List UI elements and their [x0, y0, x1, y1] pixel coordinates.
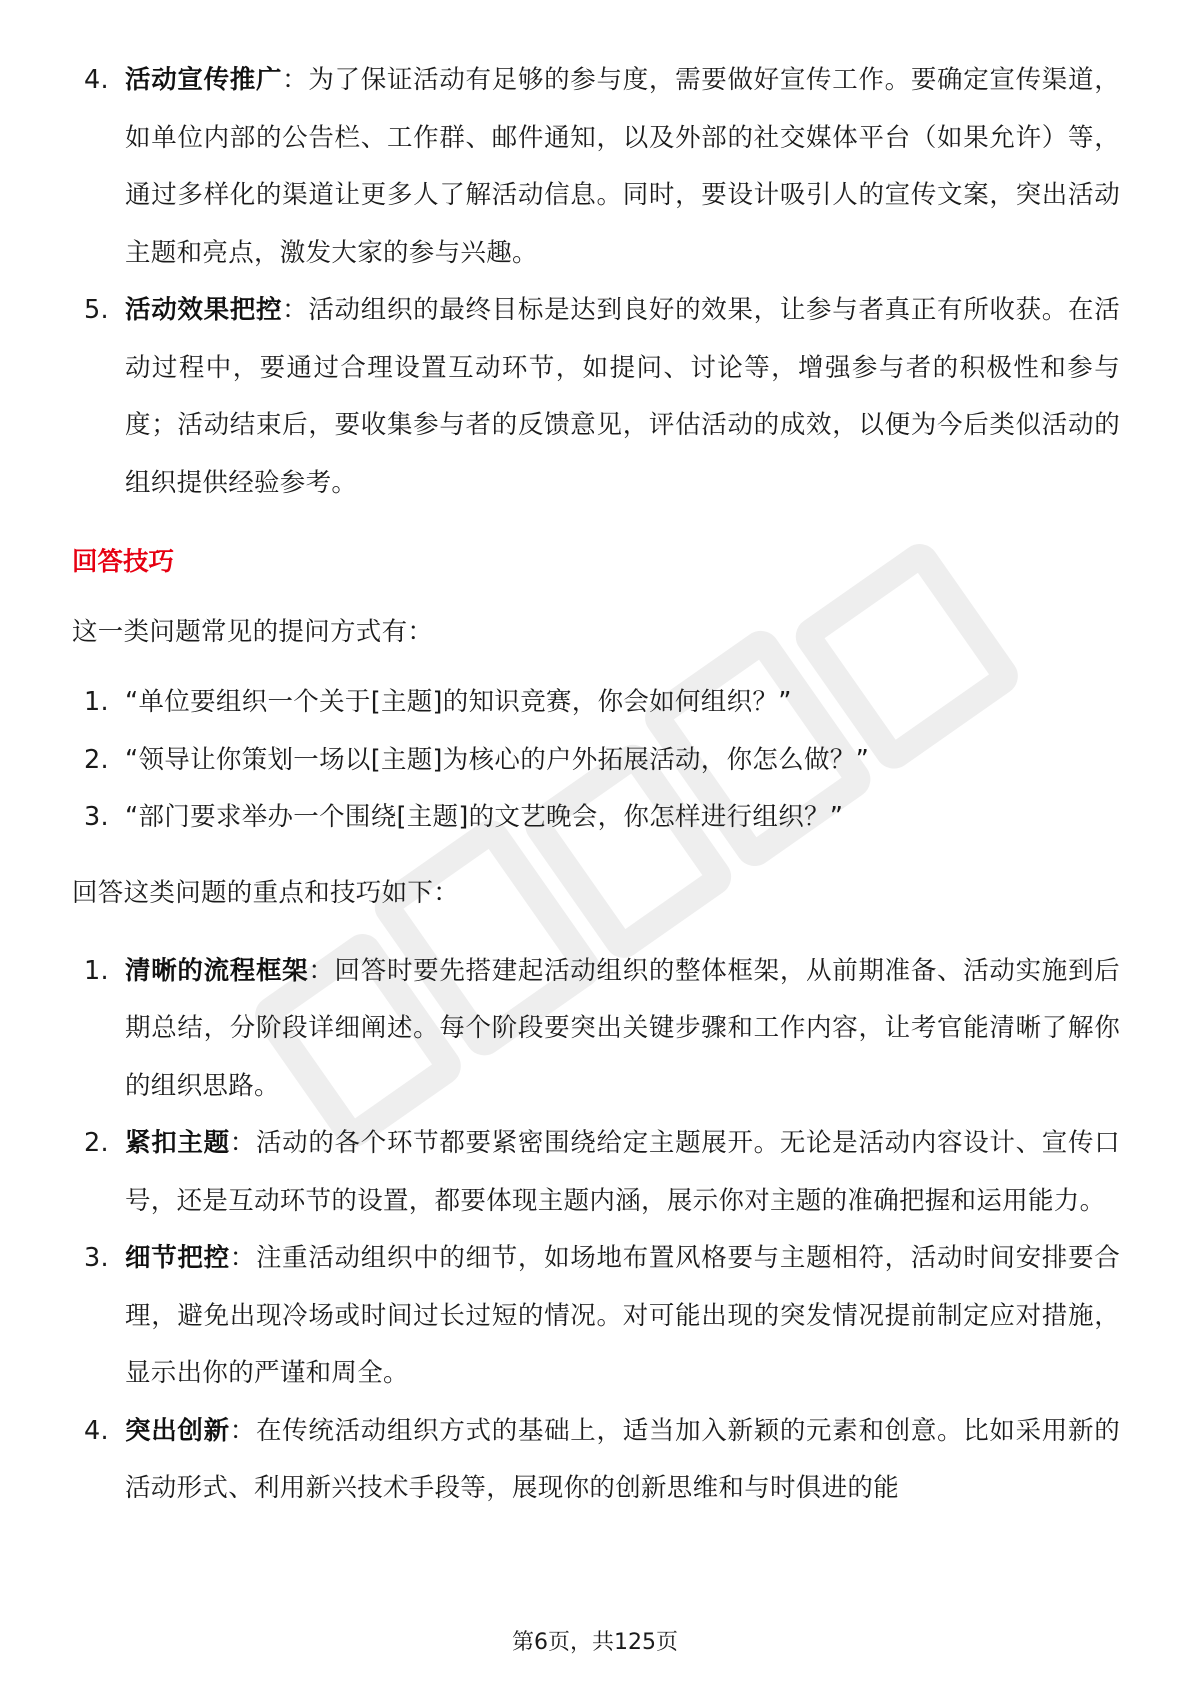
item-text: ：回答时要先搭建起活动组织的整体框架，从前期准备、活动实施到后期总结，分阶段详细阐述。每个阶段要突出关键步骤和工作内容，让考官能清晰了解你的组织思路。 — [125, 955, 1120, 1101]
points-list — [72, 943, 1120, 1518]
item-title: 活动效果把控 — [125, 295, 283, 325]
item-title: 清晰的流程框架 — [125, 955, 309, 986]
list-number: 2. — [84, 1128, 109, 1158]
question-list — [72, 674, 1120, 847]
item-title: 突出创新 — [125, 1415, 230, 1446]
list-number: 4. — [84, 1415, 109, 1446]
question-text: “单位要组织一个关于[主题]的知识竞赛，你会如何组织？” — [125, 687, 792, 717]
section-heading: 回答技巧 — [72, 547, 175, 577]
question-text: “部门要求举办一个围绕[主题]的文艺晚会，你怎样进行组织？” — [125, 802, 844, 832]
list-number: 3. — [84, 802, 109, 832]
item-text: ：活动组织的最终目标是达到良好的效果，让参与者真正有所收获。在活动过程中，要通过合理设置互动环节，如提问、讨论等，增强参与者的积极性和参与度；活动结束后，要收集参与者的反馈意见，评估活动的成效，以便为今后类似活动的组织提供经验参考。 — [125, 295, 1120, 498]
item-title: 紧扣主题 — [125, 1128, 230, 1158]
list-item — [72, 732, 1120, 790]
item-text: ：为了保证活动有足够的参与度，需要做好宣传工作。要确定宣传渠道，如单位内部的公告栏、工作群、邮件通知，以及外部的社交媒体平台（如果允许）等，通过多样化的渠道让更多人了解活动信息。同时，要设计吸引人的宣传文案，突出活动主题和亮点，激发大家的参与兴趣。 — [125, 65, 1120, 268]
document-content — [72, 52, 1120, 1518]
intro-paragraph: 这一类问题常见的提问方式有： — [72, 617, 434, 647]
list-number: 4. — [84, 65, 109, 95]
list-item — [72, 1230, 1120, 1403]
item-text: ：活动的各个环节都要紧密围绕给定主题展开。无论是活动内容设计、宣传口号，还是互动环节的设置，都要体现主题内涵，展示你对主题的准确把握和运用能力。 — [125, 1128, 1120, 1216]
list-item — [72, 1115, 1120, 1230]
list-item — [72, 1403, 1120, 1518]
list-item — [72, 282, 1120, 512]
list-number: 2. — [84, 744, 109, 775]
question-text: “领导让你策划一场以[主题]为核心的户外拓展活动，你怎么做？” — [125, 744, 870, 775]
item-text: ：注重活动组织中的细节，如场地布置风格要与主题相符，活动时间安排要合理，避免出现冷场或时间过长过短的情况。对可能出现的突发情况提前制定应对措施，显示出你的严谨和周全。 — [125, 1243, 1120, 1388]
intro-paragraph: 回答这类问题的重点和技巧如下： — [72, 877, 460, 908]
list-number: 1. — [84, 955, 109, 986]
item-title: 活动宣传推广 — [125, 65, 283, 95]
list-item — [72, 674, 1120, 732]
list-item — [72, 789, 1120, 847]
page-footer: 第6页，共125页 — [512, 1630, 678, 1655]
list-item — [72, 943, 1120, 1116]
list-number: 5. — [84, 295, 109, 325]
list-number: 3. — [84, 1243, 109, 1273]
list-item — [72, 52, 1120, 282]
item-text: ：在传统活动组织方式的基础上，适当加入新颖的元素和创意。比如采用新的活动形式、利用新兴技术手段等，展现你的创新思维和与时俱进的能 — [125, 1415, 1120, 1503]
item-title: 细节把控 — [125, 1243, 230, 1273]
list-number: 1. — [84, 687, 109, 717]
section1-list — [72, 52, 1120, 512]
